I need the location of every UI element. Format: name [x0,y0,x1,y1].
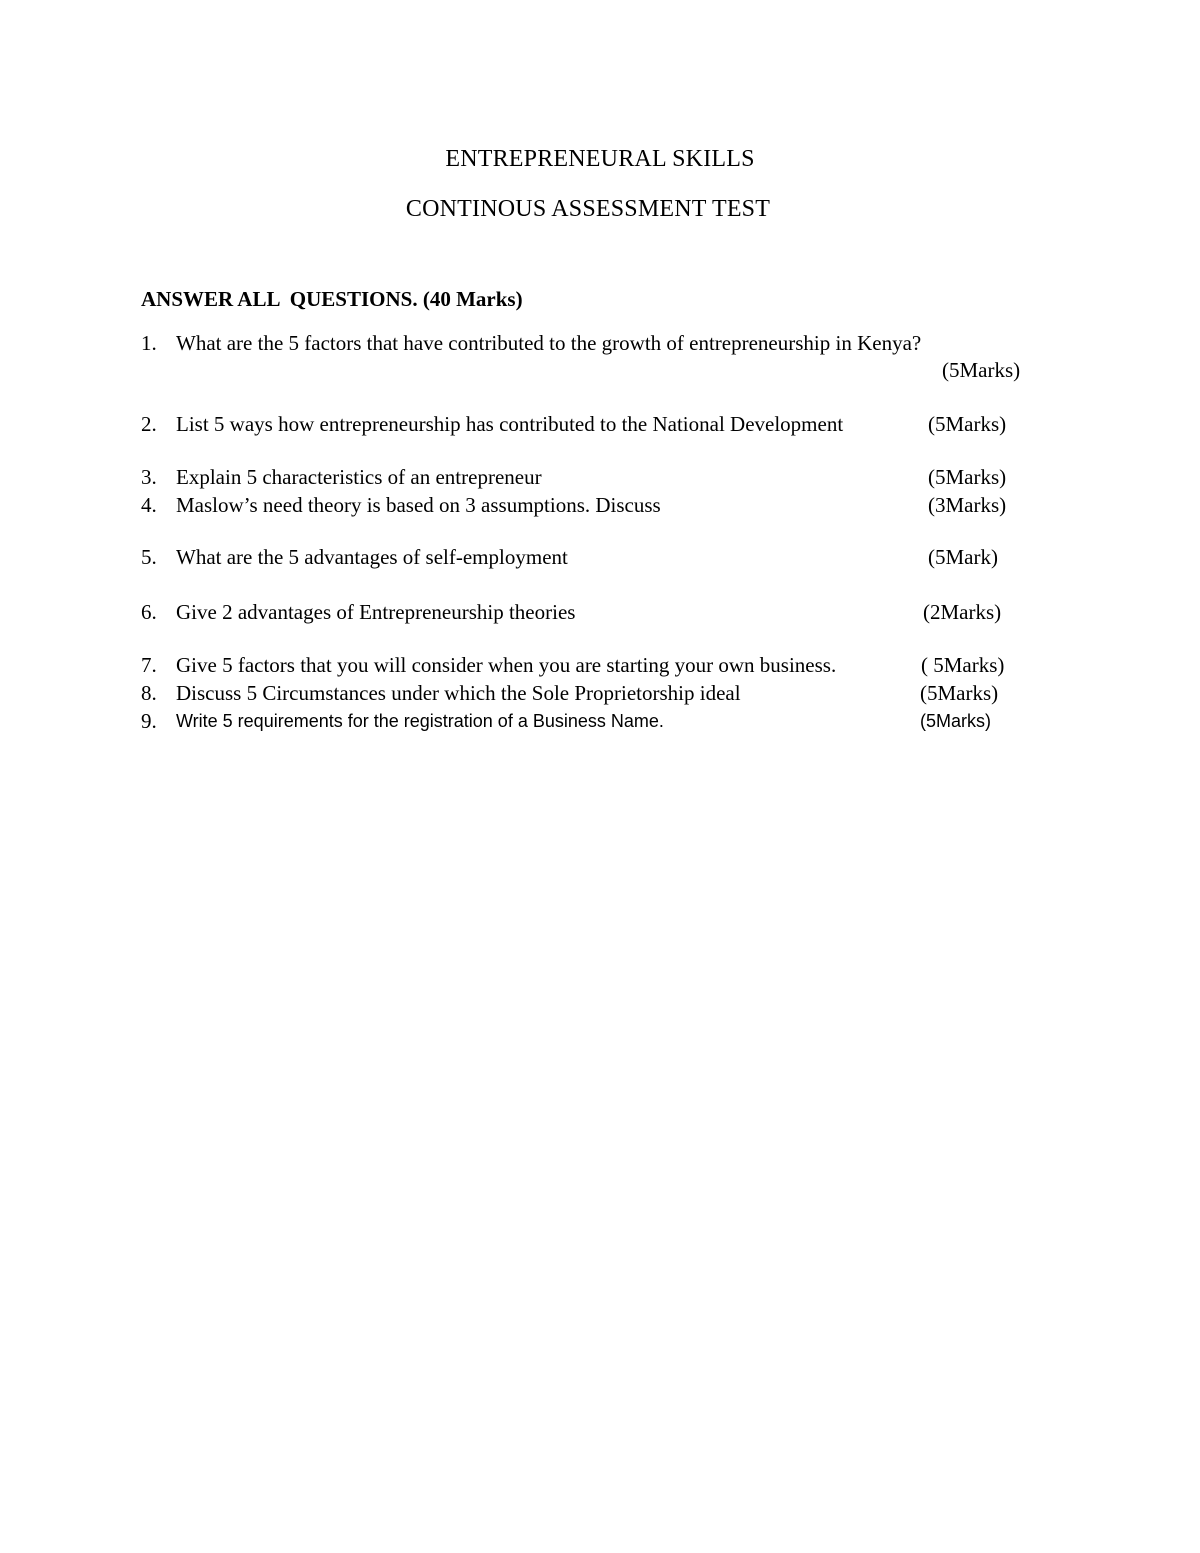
question-text: Maslow’s need theory is based on 3 assumptions. Discuss [176,493,661,517]
question-marks: (5Marks) [920,681,999,705]
question-marks: ( 5Marks) [921,653,1005,677]
question-marks: (5Marks) [920,711,991,731]
question-number: 7. [141,653,157,677]
question-marks: (5Mark) [928,545,998,569]
question-number: 6. [141,600,157,624]
question-number: 5. [141,545,157,569]
question-text: Give 5 factors that you will consider when you are starting your own business. [176,653,837,677]
question-text: What are the 5 factors that have contributed to the growth of entrepreneurship in Kenya? [176,331,922,355]
question-marks: (5Marks) [942,358,1021,382]
question-text: What are the 5 advantages of self-employment [176,545,568,569]
question-number: 8. [141,681,157,705]
question-marks: (5Marks) [928,465,1007,489]
question-number: 2. [141,412,157,436]
question-marks: (5Marks) [928,412,1007,436]
question-marks: (2Marks) [923,600,1002,624]
document-title: ENTREPRENEURAL SKILLS [445,146,755,172]
question-marks: (3Marks) [928,493,1007,517]
question-number: 1. [141,331,157,355]
question-text: Discuss 5 Circumstances under which the Sole Proprietorship ideal [176,681,741,705]
question-number: 3. [141,465,157,489]
question-number: 9. [141,709,157,733]
document-subtitle: CONTINOUS ASSESSMENT TEST [405,196,771,222]
instructions: ANSWER ALL QUESTIONS. (40 Marks) [141,287,523,311]
question-text: Give 2 advantages of Entrepreneurship theories [176,600,576,624]
question-text: Explain 5 characteristics of an entrepreneur [176,465,542,489]
question-text: Write 5 requirements for the registration of a Business Name. [176,711,664,731]
question-text: List 5 ways how entrepreneurship has contributed to the National Development [176,412,844,436]
question-number: 4. [141,493,157,517]
